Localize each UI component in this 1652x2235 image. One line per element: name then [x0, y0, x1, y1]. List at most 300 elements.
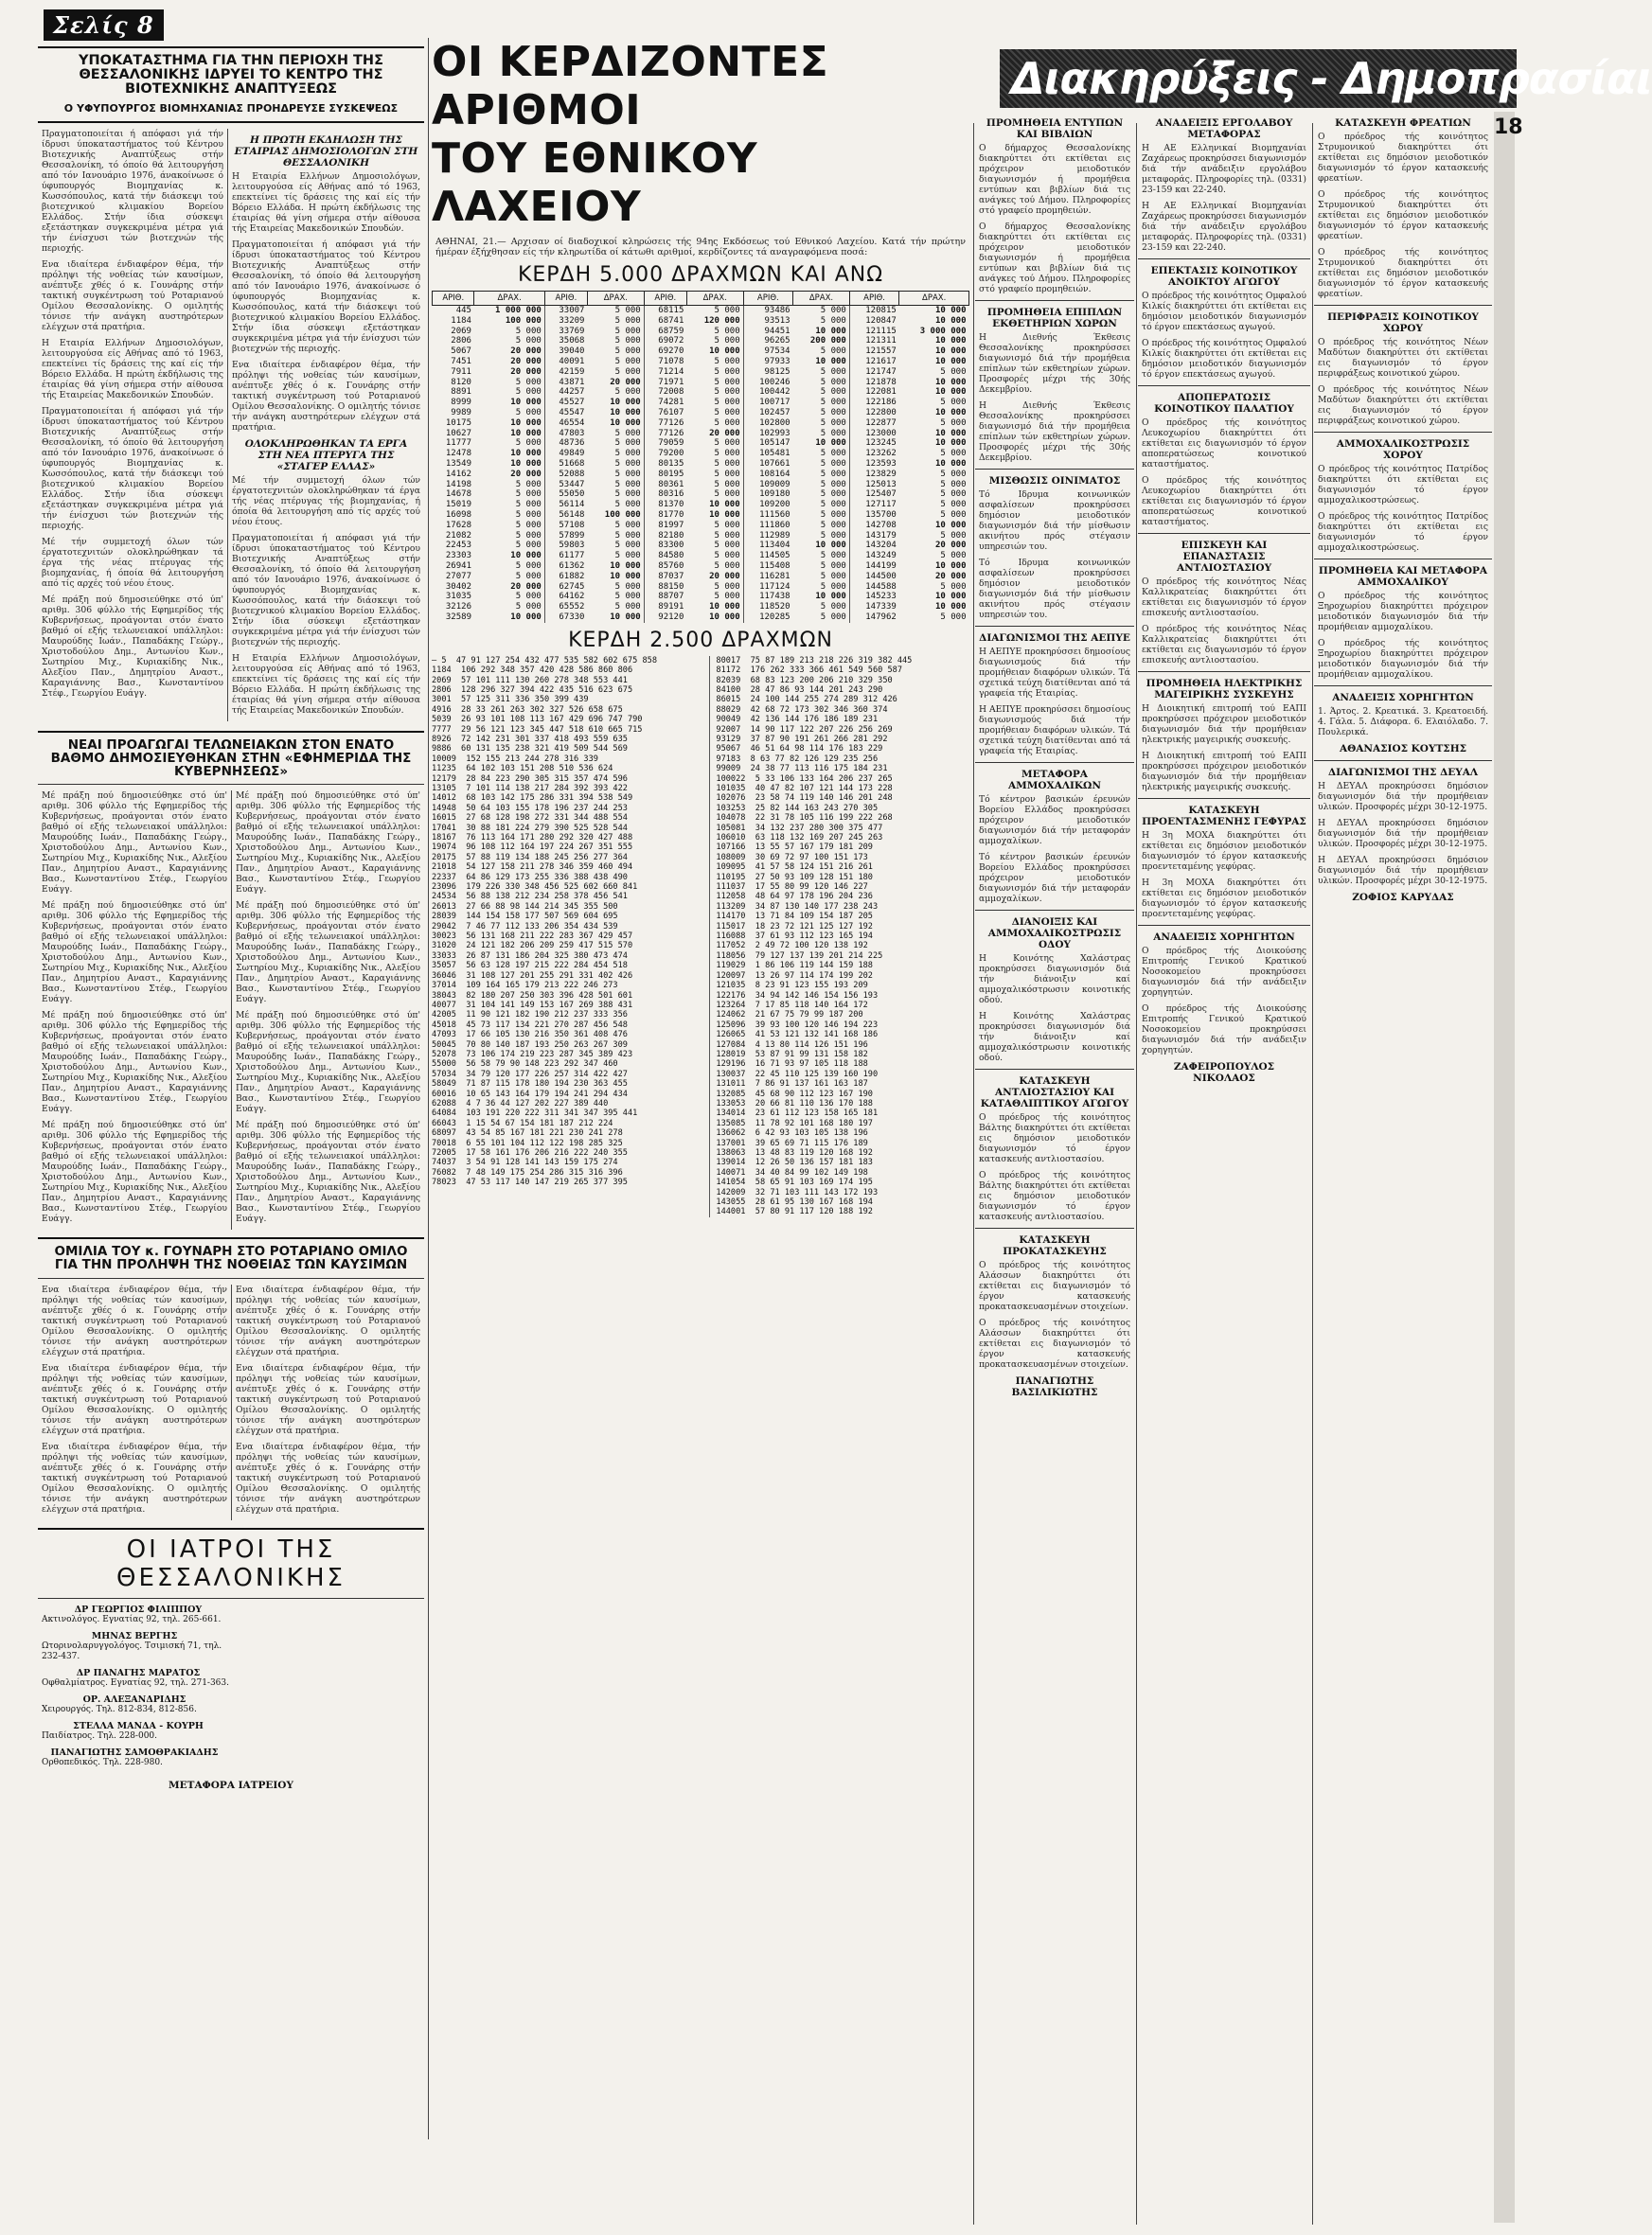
- lead-body-cont3: Πραγματοποιείται ή απόφασι γιά τήν ίδρυσι ύποκαταστήματος τού Κέντρου Βιοτεχνικής Αναπτύξεως στήν Θεσσαλονίκη, τό όποίο θά λειτουργήση από τόν Ιανουάριο 1976, άνακοίνωσε ό ύφυπουργός Βιομηχανίας κ. Κωσσόπουλος, κατά τήν διάσκεψι τού βιοτεχνικού κλιμακίου Βορείου Ελλάδος. Στήν ίδια σύσκεψι εξετάστηκαν συγκεκριμένα μέτρα γιά τήν ένίσχυσι τών βιοτεχνών τής περιοχής.: [42, 405, 223, 531]
- ticket-number-cell: 87037: [658, 571, 684, 581]
- side2-body-cont2: Η Εταιρία Ελλήνων Δημοσιολόγων, λειτουργούσα είς Αθήνας από τό 1963, επεκτείνει τίς δράσεις της καί είς τήν Βόρειο Ελλάδα. Η πρώτη έκδήλωσις της έταιρίας θά γίνη σήμερα στήν αίθουσα τής Εταιρείας Μακεδονικών Σπουδών.: [232, 652, 420, 716]
- table-row: [433, 336, 969, 346]
- notice-body: Ο πρόεδρος τής κοινότητος Πατρίδος διακηρύττει ότι εκτίθεται εις διαγωνισμόν τό έργον αμμοχαλικοστρώσεως.: [1318, 464, 1488, 506]
- ticket-number-cell: 81370: [658, 500, 684, 510]
- story2-body-cont2: Μέ πράξη πού δημοσιεύθηκε στό ύπ' αριθμ. 306 φύλλο τής Εφημερίδος τής Κυβερνήσεως, προάγονται στόν ένατο βαθμό οί εξής τελωνειακοί υπάλληλοι: Μαυρούδης Ιωάν., Παπαδάκης Γεώργ., Χριστοδούλου Δημ., Αντωνίου Κων., Σωτηρίου Μιχ., Κυριακίδης Νικ., Αλεξίου Παν., Δημητρίου Αναστ., Καραγιάννης Βασ., Κωνσταντίνου Στέφ., Γεωργίου Ευάγγ.: [42, 1010, 227, 1115]
- numbers-2500-col1: — 5 47 91 127 254 432 477 535 582 602 675 858 1184 106 292 348 357 420 428 586 860 806 2069 57 101 111 130 260 278 348 553 441 2806 128 296 327 394 422 435 516 623 675 3001 57 125 311 336 350 399 439 4916 28 33 261 263 302 327 526 658 675 5039 26 93 101 108 113 167 429 696 747 790 7777 29 56 121 123 345 447 518 610 665 715 8926 72 142 231 301 337 418 493 559 635 9886 60 131 135 238 321 419 509 544 569 10009 152 155 213 244 278 316 339 11235 64 102 103 151 208 510 536 624 12179 28 84 223 290 305 315 357 474 596 13105 7 101 114 138 217 284 392 393 422 14012 68 103 142 175 286 331 394 538 549 14948 50 64 103 155 178 196 237 244 253 16015 27 68 128 198 272 331 344 488 554 17041 30 88 181 224 279 390 525 528 544 18167 76 113 164 171 280 292 320 427 488 19074 96 108 112 164 197 224 267 351 555 20175 57 88 119 134 188 245 256 277 364 21018 54 127 158 211 278 346 359 460 494 22337 64 86 129 173 255 336 388 438 490 23096 179 226 330 348 456 525 602 660 841 24534 56 88 138 212 234 258 378 456 541 26013 27 66 88 98 144 214 345 355 500 28039 144 154 158 177 507 569 604 695 29042 7 46 77 112 133 206 354 434 539 30023 56 131 168 211 222 283 367 429 457 31020 24 121 182 206 209 259 417 515 570 33033 26 87 131 186 204 325 380 473 474 35057 56 63 128 197 215 222 284 454 518 36046 31 108 127 201 255 291 331 402 426 37014 109 164 165 179 213 222 246 273 38043 82 180 207 250 303 396 428 501 601 40077 31 104 141 149 153 167 269 388 431 42005 11 90 121 182 190 212 237 333 356 45018 45 73 117 134 221 270 287 456 548 47093 17 66 105 130 216 350 361 408 476 50045 70 80 140 187 193 250 263 267 309 52078 73 106 174 219 223 287 345 389 423 55000 56 58 79 90 148 223 292 347 460 57034 34 79 120 177 226 257 314 422 427 58049 71 87 115 178 180 194 230 363 455 60016 10 65 143 164 179 194 241 294 434 62088 4 7 36 44 127 202 227 389 440 64084 103 191 220 222 311 341 347 395 441 66043 1 15 54 67 154 181 187 212 224 68097 43 54 85 167 181 221 230 241 278 70018 6 55 101 104 112 122 198 285 325 72005 17 58 161 176 206 216 222 240 355 74037 3 54 91 128 141 143 159 175 274 76082 7 48 149 175 254 286 315 316 396 78023 47 53 117 140 147 219 265 377 395: [432, 655, 657, 1188]
- prize-amount-cell: 5 000: [474, 327, 544, 337]
- prize-amount-cell: 10 000: [587, 561, 644, 572]
- notice-heading: ΑΝΑΔΕΙΞΙΣ ΕΡΓΟΛΑΒΟΥ ΜΕΤΑΦΟΡΑΣ: [1155, 117, 1293, 140]
- ticket-number-cell: 59803: [559, 541, 585, 551]
- ticket-number-cell: 13549: [445, 458, 471, 469]
- notice-body: Η Κοινότης Χαλάστρας προκηρύσσει διαγωνισμόν διά τήν διάνοιξιν καί αμμοχαλικόστρωσιν κοινοτικής οδού.: [979, 953, 1130, 1005]
- notice-heading: ΠΡΟΜΗΘΕΙΑ ΗΛΕΚΤΡΙΚΗΣ ΜΑΓΕΙΡΙΚΗΣ ΣΥΣΚΕΥΗΣ: [1146, 678, 1303, 701]
- prize-amount-cell: 10 000: [474, 551, 544, 561]
- notice-body: Η Διοικητική επιτροπή τού ΕΑΠΙ προκηρύσσει πρόχειρον μειοδοτικόν διαγωνισμόν διά τήν προμήθειαν ηλεκτρικής μαγειρικής συσκευής.: [1142, 703, 1306, 745]
- prize-amount-cell: 5 000: [474, 592, 544, 602]
- section-5000-heading: ΚΕΡΔΗ 5.000 ΔΡΑΧΜΩΝ ΚΑΙ ΑΝΩ: [517, 263, 884, 287]
- prize-amount-cell: 10 000: [587, 408, 644, 418]
- divider: [1314, 760, 1492, 761]
- ticket-number-cell: 97933: [764, 356, 790, 366]
- ticket-number-cell: 108164: [759, 469, 790, 479]
- notice-body: Ο πρόεδρος τής κοινότητος Ομφαλού Κιλκίς διακηρύττει ότι εκτίθεται εις δημόσιον μειοδοτικόν διαγωνισμόν τό έργον επεκτάσεως αγωγού.: [1142, 338, 1306, 380]
- ticket-number-cell: 105147: [759, 438, 790, 449]
- ticket-number-cell: 23303: [445, 551, 471, 561]
- notice-body: Ο πρόεδρος τής κοινότητος Αλάσσων διακηρύττει ότι εκτίθεται εις διαγωνισμόν τό έργον κατασκευής προκατασκευασμένων στοιχείων.: [979, 1318, 1130, 1370]
- prize-amount-cell: 5 000: [793, 408, 850, 418]
- col-header-num: ΑΡΙΘ.: [743, 292, 792, 306]
- ticket-number-cell: 71971: [658, 377, 684, 387]
- notice-signature: ΖΟΦΙΟΣ ΚΑΡΥΔΑΣ: [1352, 892, 1454, 903]
- ticket-number-cell: 85760: [658, 560, 684, 571]
- doctors-footer: ΜΕΤΑΦΟΡΑ ΙΑΤΡΕΙΟΥ: [169, 1779, 293, 1791]
- prize-amount-cell: 5 000: [686, 582, 743, 593]
- prize-amount-cell: 10 000: [474, 398, 544, 408]
- prize-amount-cell: 5 000: [686, 357, 743, 367]
- ticket-number-cell: 7911: [451, 366, 471, 377]
- notice: [1314, 117, 1492, 299]
- ticket-number-cell: 142708: [865, 520, 897, 530]
- story2-headline: ΝΕΑΙ ΠΡΟΑΓΩΓΑΙ ΤΕΛΩΝΕΙΑΚΩΝ ΣΤΟΝ ΕΝΑΤΟ ΒΑΘΜΟ ΔΗΜΟΣΙΕΥΘΗΚΑΝ ΣΤΗΝ «ΕΦΗΜΕΡΙΔΑ ΤΗΣ ΚΥΒΕΡΝΗΣΕΩΣ»: [50, 736, 412, 779]
- ticket-number-cell: 11777: [445, 438, 471, 449]
- prize-amount-cell: 5 000: [686, 592, 743, 602]
- lead-body-cont2: Η Εταιρία Ελλήνων Δημοσιολόγων, λειτουργούσα είς Αθήνας από τό 1963, επεκτείνει τίς δράσεις της καί είς τήν Βόρειο Ελλάδα. Η πρώτη έκδήλωσις της έταιρίας θά γίνη σήμερα στήν αίθουσα τής Εταιρείας Μακεδονικών Σπουδών.: [42, 337, 223, 400]
- table-row: [433, 367, 969, 378]
- prize-amount-cell: 10 000: [934, 336, 967, 346]
- divider: [975, 626, 1134, 627]
- lottery-dateline: ΑΘΗΝΑΙ, 21.— Αρχισαν οί διαδοχικοί κληρώσεις τής 94ης Εκδόσεως τού Εθνικού Λαχείου. Κατά τήν πρώτην ήμέραν έξήχθησαν είς τήν κληρωτίδα οί κάτωθι αριθμοί, κερδίζοντες τά αναγραφόμενα ποσά:: [435, 237, 966, 257]
- ticket-number-cell: 81770: [658, 509, 684, 520]
- doctor-name: ΣΤΕΛΛΑ ΜΑΝΔΑ - ΚΟΥΡΗ: [73, 1720, 204, 1731]
- notice: [975, 307, 1134, 463]
- prize-amount-cell: 5 000: [587, 541, 644, 551]
- prize-amount-cell: 5 000: [686, 378, 743, 388]
- doctor-name: ΟΡ. ΑΛΕΞΑΝΔΡΙΔΗΣ: [82, 1694, 187, 1705]
- prize-amount-cell: 5 000: [940, 530, 967, 541]
- ticket-number-cell: 115408: [759, 560, 790, 571]
- notice: [975, 475, 1134, 620]
- prize-amount-cell: 5 000: [587, 346, 644, 357]
- prize-amount-cell: 20 000: [934, 541, 967, 551]
- notices-column-1: [975, 112, 1134, 2235]
- prize-amount-cell: 5 000: [587, 459, 644, 470]
- prize-amount-cell: 5 000: [474, 510, 544, 521]
- notice-body: Ο πρόεδρος τής κοινότητος Ξηροχωρίου διακηρύττει πρόχειρον μειοδοτικόν διαγωνισμόν διά τήν προμήθειαν αμμοχαλίκου.: [1318, 638, 1488, 680]
- doctor-info: Ωτορινολαρυγγολόγος. Τσιμισκή 71, τηλ. 232-437.: [42, 1641, 222, 1661]
- prize-amount-cell: 5 000: [686, 327, 743, 337]
- table-row: [433, 572, 969, 582]
- ticket-number-cell: 14198: [445, 479, 471, 489]
- ticket-number-cell: 81997: [658, 520, 684, 530]
- ticket-number-cell: 80316: [658, 489, 684, 500]
- prize-amount-cell: 20 000: [474, 582, 544, 593]
- ticket-number-cell: 8891: [451, 387, 471, 398]
- table-row: [433, 500, 969, 510]
- notice-body: Ο πρόεδρος τής Διοικούσης Επιτροπής Γενικού Κρατικού Νοσοκομείου προκηρύσσει διαγωνισμόν διά τήν ανάδειξιν χορηγητών.: [1142, 946, 1306, 998]
- notice-body: Η Κοινότης Χαλάστρας προκηρύσσει διαγωνισμόν διά τήν διάνοιξιν καί αμμοχαλικόστρωσιν κοινοτικής οδού.: [979, 1011, 1130, 1063]
- notice-body: Η ΔΕΥΑΛ προκηρύσσει δημόσιον διαγωνισμόν διά τήν προμήθειαν υλικών. Προσφορές μέχρι 30-12-1975.: [1318, 781, 1488, 812]
- prize-amount-cell: 5 000: [940, 551, 967, 561]
- prize-amount-cell: 10 000: [587, 572, 644, 582]
- prize-amount-cell: 5 000: [940, 489, 967, 500]
- prize-amount-cell: 5 000: [793, 480, 850, 490]
- prize-amount-cell: 5 000: [686, 531, 743, 541]
- ticket-number-cell: 125407: [865, 489, 897, 500]
- table-row: [433, 438, 969, 449]
- doctor-info: Χειρουργός. Τηλ. 812-834, 812-856.: [42, 1704, 197, 1714]
- prize-amount-cell: 10 000: [934, 592, 967, 602]
- ticket-number-cell: 57899: [559, 530, 585, 541]
- notice-body: Ο πρόεδρος τής κοινότητος Πατρίδος διακηρύττει ότι εκτίθεται εις διαγωνισμόν τό έργον αμμοχαλικοστρώσεως.: [1318, 511, 1488, 553]
- col-header-amt: ΔΡΑΧ.: [899, 292, 969, 306]
- ticket-number-cell: 68115: [658, 306, 684, 315]
- ticket-number-cell: 35068: [559, 336, 585, 346]
- side-body: Η Εταιρία Ελλήνων Δημοσιολόγων, λειτουργούσα είς Αθήνας από τό 1963, επεκτείνει τίς δράσεις της καί είς τήν Βόρειο Ελλάδα. Η πρώτη έκδήλωσις της έταιρίας θά γίνη σήμερα στήν αίθουσα τής Εταιρείας Μακεδονικών Σπουδών.: [232, 170, 420, 234]
- notice: [975, 1075, 1134, 1222]
- divider: [1138, 533, 1310, 534]
- notice-body: Ο πρόεδρος τής κοινότητος Αλάσσων διακηρύττει ότι εκτίθεται εις διαγωνισμόν τό έργον κατασκευής προκατασκευασμένων στοιχείων.: [979, 1260, 1130, 1312]
- ticket-number-cell: 143204: [865, 541, 897, 551]
- prize-amount-cell: 5 000: [587, 489, 644, 500]
- divider: [1138, 385, 1310, 386]
- notice-body: Ο πρόεδρος τής κοινότητος Ομφαλού Κιλκίς διακηρύττει ότι εκτίθεται εις δημόσιον μειοδοτικόν διαγωνισμόν τό έργον επεκτάσεως αγωγού.: [1142, 291, 1306, 332]
- doctors-headline: ΟΙ ΙΑΤΡΟΙ ΤΗΣ ΘΕΣΣΑΛΟΝΙΚΗΣ: [116, 1534, 346, 1592]
- notice-heading: ΜΕΤΑΦΟΡΑ ΑΜΜΟΧΑΛΙΚΩΝ: [1008, 769, 1101, 791]
- notice-body: Ο πρόεδρος τής κοινότητος Λευκοχωρίου διακηρύττει ότι εκτίθεται εις διαγωνισμόν τό έργον αποπερατώσεως κοινοτικού καταστήματος.: [1142, 475, 1306, 527]
- prize-amount-cell: 5 000: [587, 470, 644, 480]
- ticket-number-cell: 67330: [559, 612, 585, 622]
- ticket-number-cell: 111560: [759, 509, 790, 520]
- prize-amount-cell: 5 000: [686, 408, 743, 418]
- col-header-num: ΑΡΙΘ.: [544, 292, 587, 306]
- notice-body: Ο πρόεδρος τής κοινότητος Λευκοχωρίου διακηρύττει ότι εκτίθεται εις διαγωνισμόν τό έργον αποπερατώσεως κοινοτικού καταστήματος.: [1142, 417, 1306, 470]
- ticket-number-cell: 61362: [559, 560, 585, 571]
- prize-amount-cell: 10 000: [474, 612, 544, 623]
- ticket-number-cell: 49849: [559, 449, 585, 459]
- ticket-number-cell: 120285: [759, 612, 790, 622]
- ticket-number-cell: 65552: [559, 602, 585, 612]
- section-2500-block: [432, 656, 969, 1217]
- ticket-number-cell: 7451: [451, 356, 471, 366]
- prize-amount-cell: 5 000: [793, 418, 850, 429]
- story2-block: [38, 790, 424, 1230]
- ticket-number-cell: 80195: [658, 469, 684, 479]
- ticket-number-cell: 112989: [759, 530, 790, 541]
- notice-signature: ΖΑΦΕΙΡΟΠΟΥΛΟΣ ΝΙΚΟΛΑΟΣ: [1173, 1061, 1275, 1084]
- notice-body: Η Διεθνής Έκθεσις Θεσσαλονίκης προκηρύσσει διαγωνισμό διά τήν προμήθεια επίπλων τών εκθετηρίων χώρων. Προσφορές μέχρι τής 30ής Δεκεμβρίου.: [979, 332, 1130, 395]
- notice-body: Ο πρόεδρος τής κοινότητος Ξηροχωρίου διακηρύττει πρόχειρον μειοδοτικόν διαγωνισμόν διά τήν προμήθειαν αμμοχαλίκου.: [1318, 591, 1488, 632]
- prize-amount-cell: 100 000: [587, 510, 644, 521]
- prize-amount-cell: 10 000: [587, 398, 644, 408]
- prize-amount-cell: 10 000: [686, 500, 743, 510]
- prize-amount-cell: 5 000: [793, 429, 850, 439]
- notice: [1314, 692, 1492, 737]
- ticket-number-cell: 121115: [865, 326, 897, 336]
- prize-amount-cell: 5 000: [686, 306, 743, 316]
- prize-amount-cell: 10 000: [934, 428, 967, 438]
- doctor-info: Οφθαλμίατρος. Εγνατίας 92, τηλ. 271-363.: [42, 1677, 229, 1688]
- table-row: [433, 429, 969, 439]
- column-rule: [428, 38, 429, 2139]
- prize-amount-cell: 10 000: [934, 438, 967, 449]
- ticket-number-cell: 2069: [451, 326, 471, 336]
- side2-headline: ΟΛΟΚΛΗΡΩΘΗΚΑΝ ΤΑ ΕΡΓΑ ΣΤΗ ΝΕΑ ΠΤΕΡΥΓΑ ΤΗΣ «ΣΤΑΓΕΡ ΕΛΛΑΣ»: [244, 437, 408, 472]
- ticket-number-cell: 47803: [559, 428, 585, 438]
- notice: [1314, 311, 1492, 426]
- story3-body-col2b: Ενα ιδιαίτερα ένδιαφέρον θέμα, τήν πρόληψι τής νοθείας τών καυσίμων, ανέπτυξε χθές ό κ. Γουνάρης στήν τακτική συγκέντρωση τού Ροταριανού Ομίλου Θεσσαλονίκης. Ο ομιλητής τόνισε τήν ανάγκη αυστηρότερων ελέγχων στά πρατήρια.: [236, 1362, 420, 1436]
- prize-amount-cell: 5 000: [793, 346, 850, 357]
- table-row: [433, 592, 969, 602]
- ticket-number-cell: 77126: [658, 428, 684, 438]
- ticket-number-cell: 123593: [865, 458, 897, 469]
- ticket-number-cell: 109180: [759, 489, 790, 500]
- lottery-table-body: [433, 306, 969, 623]
- ticket-number-cell: 143249: [865, 551, 897, 561]
- notice-body: Ο πρόεδρος τής κοινότητος Στρυμονικού διακηρύττει ότι εκτίθεται εις δημόσιον μειοδοτικόν διαγωνισμόν τό έργον κατασκευής φρεατίων.: [1318, 132, 1488, 184]
- ticket-number-cell: 55050: [559, 489, 585, 500]
- ticket-number-cell: 123000: [865, 428, 897, 438]
- prize-amount-cell: 5 000: [940, 469, 967, 479]
- table-row: [433, 408, 969, 418]
- notice-body: Η Διεθνής Έκθεσις Θεσσαλονίκης προκηρύσσει διαγωνισμό διά τήν προμήθεια επίπλων τών εκθετηρίων χώρων. Προσφορές μέχρι τής 30ής Δεκεμβρίου.: [979, 400, 1130, 463]
- notice-body: Ο δήμαρχος Θεσσαλονίκης διακηρύττει ότι εκτίθεται εις πρόχειρον μειοδοτικόν διαγωνισμόν ή προμήθεια εντύπων και βιβλίων διά τις ανάγκες τού Δήμου. Πληροφορίες στό γραφείο προμηθειών.: [979, 222, 1130, 294]
- lead-body-cont4: Μέ τήν συμμετοχή όλων τών έργατοτεχνιτών ολοκληρώθηκαν τά έργα τής νέας πτέρυγας τής βιομηχανίας, ή όποία θά λειτουργήση από τίς αρχές τού νέου έτους.: [42, 536, 223, 589]
- ticket-number-cell: 72008: [658, 387, 684, 398]
- prize-amount-cell: 5 000: [587, 327, 644, 337]
- ticket-number-cell: 116281: [759, 571, 790, 581]
- ticket-number-cell: 123262: [865, 449, 897, 459]
- divider: [975, 300, 1134, 301]
- notices-column-2: [1138, 112, 1310, 2235]
- ticket-number-cell: 88707: [658, 592, 684, 602]
- notice-heading: ΕΠΕΚΤΑΣΙΣ ΚΟΙΝΟΤΙΚΟΥ ΑΝΟΙΚΤΟΥ ΑΓΩΓΟΥ: [1150, 265, 1298, 288]
- notice-body: Η Διοικητική επιτροπή τού ΕΑΠΙ προκηρύσσει πρόχειρον μειοδοτικόν διαγωνισμόν διά τήν προμήθειαν ηλεκτρικής μαγειρικής συσκευής.: [1142, 751, 1306, 792]
- story3-body-col2c: Ενα ιδιαίτερα ένδιαφέρον θέμα, τήν πρόληψι τής νοθείας τών καυσίμων, ανέπτυξε χθές ό κ. Γουνάρης στήν τακτική συγκέντρωση τού Ροταριανού Ομίλου Θεσσαλονίκης. Ο ομιλητής τόνισε τήν ανάγκη αυστηρότερων ελέγχων στά πρατήρια.: [236, 1441, 420, 1515]
- ticket-number-cell: 31035: [445, 592, 471, 602]
- ticket-number-cell: 39040: [559, 346, 585, 357]
- table-row: [433, 316, 969, 327]
- prize-amount-cell: 5 000: [587, 316, 644, 327]
- prize-amount-cell: 10 000: [934, 602, 967, 612]
- table-row: [433, 346, 969, 357]
- doctor-name: ΔΡ ΠΑΝΑΓΗΣ ΜΑΡΑΤΟΣ: [76, 1667, 201, 1678]
- notice-body: Τό Ιδρυμα κοινωνικών ασφαλίσεων προκηρύσσει δημόσιον μειοδοτικόν διαγωνισμόν διά τήν μίσθωσιν ακινήτου πρός στέγασιν υπηρεσιών του.: [979, 489, 1130, 552]
- ticket-number-cell: 68741: [658, 315, 684, 326]
- doctor-entry: [42, 1694, 227, 1715]
- story3-body: Ενα ιδιαίτερα ένδιαφέρον θέμα, τήν πρόληψι τής νοθείας τών καυσίμων, ανέπτυξε χθές ό κ. Γουνάρης στήν τακτική συγκέντρωση τού Ροταριανού Ομίλου Θεσσαλονίκης. Ο ομιλητής τόνισε τήν ανάγκη αυστηρότερων ελέγχων στά πρατήρια.: [42, 1284, 227, 1357]
- notice-heading: ΚΑΤΑΣΚΕΥΗ ΠΡΟΚΑΤΑΣΚΕΥΗΣ: [1003, 1234, 1107, 1257]
- notice-body: Η 3η ΜΟΧΑ διακηρύττει ότι εκτίθεται εις δημόσιον μειοδοτικόν διαγωνισμόν τό έργον κατασκευής προεντεταμένης γεφύρας.: [1142, 830, 1306, 872]
- notice: [1314, 565, 1492, 680]
- prize-amount-cell: 5 000: [793, 572, 850, 582]
- table-row: [433, 602, 969, 612]
- ticket-number-cell: 120815: [865, 306, 897, 315]
- prize-amount-cell: 5 000: [686, 438, 743, 449]
- notice-body: Η ΔΕΥΑΛ προκηρύσσει δημόσιον διαγωνισμόν διά τήν προμήθειαν υλικών. Προσφορές μέχρι 30-12-1975.: [1318, 818, 1488, 849]
- prize-amount-cell: 5 000: [587, 357, 644, 367]
- notice-heading: ΠΕΡΙΦΡΑΞΙΣ ΚΟΙΝΟΤΙΚΟΥ ΧΩΡΟΥ: [1327, 311, 1479, 334]
- prize-amount-cell: 5 000: [474, 500, 544, 510]
- prize-amount-cell: 5 000: [587, 531, 644, 541]
- lead-subhead: Ο ΥΦΥΠΟΥΡΓΟΣ ΒΙΟΜΗΧΑΝΙΑΣ ΠΡΟΗΔΡΕΥΣΕ ΣΥΣΚΕΨΕΩΣ: [63, 101, 399, 115]
- ticket-number-cell: 22453: [445, 541, 471, 551]
- ticket-number-cell: 8999: [451, 398, 471, 408]
- table-row: [433, 480, 969, 490]
- doctor-entry: [42, 1747, 227, 1768]
- divider: [38, 784, 424, 785]
- ticket-number-cell: 77126: [658, 417, 684, 428]
- notice-body: Τό κέντρον βασικών έρευνών Βορείου Ελλάδος προκηρύσσει πρόχειρον μειοδοτικόν διαγωνισμόν διά τήν μεταφοράν αμμοχαλίκων.: [979, 852, 1130, 904]
- ticket-number-cell: 17628: [445, 520, 471, 530]
- notice-signature: ΠΑΝΑΓΙΩΤΗΣ ΒΑΣΙΛΙΚΙΩΤΗΣ: [1011, 1375, 1098, 1398]
- divider: [975, 910, 1134, 911]
- story3-block: [38, 1285, 424, 1520]
- lead-story: [38, 129, 227, 721]
- ticket-number-cell: 71214: [658, 366, 684, 377]
- story2-body-col2b: Μέ πράξη πού δημοσιεύθηκε στό ύπ' αριθμ. 306 φύλλο τής Εφημερίδος τής Κυβερνήσεως, προάγονται στόν ένατο βαθμό οί εξής τελωνειακοί υπάλληλοι: Μαυρούδης Ιωάν., Παπαδάκης Γεώργ., Χριστοδούλου Δημ., Αντωνίου Κων., Σωτηρίου Μιχ., Κυριακίδης Νικ., Αλεξίου Παν., Δημητρίου Αναστ., Καραγιάννης Βασ., Κωνσταντίνου Στέφ., Γεωργίου Ευάγγ.: [236, 900, 420, 1005]
- prize-amount-cell: 5 000: [686, 521, 743, 531]
- prize-amount-cell: 10 000: [474, 429, 544, 439]
- prize-amount-cell: 10 000: [934, 560, 967, 571]
- notice-heading: ΚΑΤΑΣΚΕΥΗ ΑΝΤΛΙΟΣΤΑΣΙΟΥ ΚΑΙ ΚΑΤΑΘΛΙΠΤΙΚΟΥ ΑΓΩΓΟΥ: [980, 1075, 1129, 1109]
- doctor-name: ΠΑΝΑΓΙΩΤΗΣ ΣΑΜΟΘΡΑΚΙΑΔΗΣ: [50, 1747, 219, 1758]
- prize-amount-cell: 5 000: [474, 378, 544, 388]
- prize-amount-cell: 5 000: [686, 398, 743, 408]
- notice-heading: ΜΙΣΘΩΣΙΣ ΟΙΝΙΜΑΤΟΣ: [988, 475, 1121, 487]
- notice-heading: ΑΝΑΔΕΙΞΙΣ ΧΟΡΗΓΗΤΩΝ: [1332, 692, 1474, 703]
- notice-body: Ο πρόεδρος τής κοινότητος Νέων Μαδύτων διακηρύττει ότι εκτίθεται εις διαγωνισμόν τό έργον περιφράξεως κοινοτικού χώρου.: [1318, 384, 1488, 426]
- table-row: [433, 521, 969, 531]
- ticket-number-cell: 15019: [445, 500, 471, 510]
- ticket-number-cell: 56148: [559, 509, 585, 520]
- prize-amount-cell: 10 000: [474, 449, 544, 459]
- notice-body: Ο πρόεδρος τής Διοικούσης Επιτροπής Γενικού Κρατικού Νοσοκομείου προκηρύσσει διαγωνισμόν διά τήν ανάδειξιν χορηγητών.: [1142, 1003, 1306, 1055]
- ticket-number-cell: 102457: [759, 407, 790, 417]
- divider: [1314, 432, 1492, 433]
- announcements-banner-text: Διακηρύξεις - Δημοπρασίαι: [1011, 53, 1652, 104]
- notice-heading: ΑΜΜΟΧΑΛΙΚΟΣΤΡΩΣΙΣ ΧΟΡΟΥ: [1336, 438, 1470, 461]
- ticket-number-cell: 16098: [445, 509, 471, 520]
- col-header-amt: ΔΡΑΧ.: [587, 292, 644, 306]
- prize-amount-cell: 5 000: [474, 336, 544, 346]
- prize-amount-cell: 5 000: [686, 489, 743, 500]
- lottery-section: [432, 38, 969, 2235]
- column-rule: [1312, 123, 1313, 2225]
- prize-amount-cell: 5 000: [474, 408, 544, 418]
- table-row: [433, 510, 969, 521]
- prize-amount-cell: 5 000: [474, 561, 544, 572]
- prize-amount-cell: 5 000: [474, 489, 544, 500]
- divider: [1314, 305, 1492, 306]
- prize-amount-cell: 120 000: [686, 316, 743, 327]
- ticket-number-cell: 102800: [759, 417, 790, 428]
- prize-amount-cell: 5 000: [587, 480, 644, 490]
- notice-body: Η ΑΕΠΥΕ προκηρύσσει δημοσίους διαγωνισμούς διά τήν προμήθειαν διαφόρων υλικών. Τά σχετικά τεύχη διατίθενται από τά γραφεία τής Εταιρίας.: [979, 647, 1130, 699]
- prize-amount-cell: 5 000: [793, 316, 850, 327]
- ticket-number-cell: 5067: [451, 346, 471, 357]
- prize-amount-cell: 5 000: [474, 387, 544, 398]
- ticket-number-cell: 2806: [451, 336, 471, 346]
- ticket-number-cell: 80135: [658, 458, 684, 469]
- prize-amount-cell: 5 000: [686, 418, 743, 429]
- notice-body: Η ΔΕΥΑΛ προκηρύσσει δημόσιον διαγωνισμόν διά τήν προμήθειαν υλικών. Προσφορές μέχρι 30-12-1975.: [1318, 855, 1488, 886]
- ticket-number-cell: 61882: [559, 571, 585, 581]
- ticket-number-cell: 96265: [764, 336, 790, 346]
- ticket-number-cell: 64162: [559, 592, 585, 602]
- ticket-number-cell: 121617: [865, 356, 897, 366]
- doctor-entry: [42, 1605, 235, 1625]
- ticket-number-cell: 145233: [865, 592, 897, 602]
- prize-amount-cell: 5 000: [686, 459, 743, 470]
- ticket-number-cell: 147962: [865, 612, 897, 622]
- col-header-num: ΑΡΙΘ.: [644, 292, 686, 306]
- notice-body: Ο πρόεδρος τής κοινότητος Νέας Καλλικρατείας διακηρύττει ότι εκτίθεται εις διαγωνισμόν τό έργον επισκευής αντλιοστασίου.: [1142, 624, 1306, 665]
- prize-amount-cell: 3 000 000: [919, 326, 967, 336]
- prize-amount-cell: 10 000: [686, 346, 743, 357]
- prize-amount-cell: 10 000: [793, 357, 850, 367]
- side-body-cont: Πραγματοποιείται ή απόφασι γιά τήν ίδρυσι ύποκαταστήματος τού Κέντρου Βιοτεχνικής Αναπτύξεως στήν Θεσσαλονίκη, τό όποίο θά λειτουργήση από τόν Ιανουάριο 1976, άνακοίνωσε ό ύφυπουργός Βιομηχανίας κ. Κωσσόπουλος, κατά τήν διάσκεψι τού βιοτεχνικού κλιμακίου Βορείου Ελλάδος. Στήν ίδια σύσκεψι εξετάστηκαν συγκεκριμένα μέτρα γιά τήν ένίσχυσι τών βιοτεχνών τής περιοχής.: [232, 239, 420, 354]
- prize-amount-cell: 5 000: [587, 602, 644, 612]
- divider: [38, 46, 424, 48]
- ticket-number-cell: 122081: [865, 387, 897, 398]
- ticket-number-cell: 44257: [559, 387, 585, 398]
- prize-amount-cell: 10 000: [587, 418, 644, 429]
- ticket-number-cell: 40091: [559, 356, 585, 366]
- edge-number: 18: [1494, 115, 1523, 139]
- prize-amount-cell: 20 000: [474, 470, 544, 480]
- table-row: [433, 470, 969, 480]
- ticket-number-cell: 94451: [764, 326, 790, 336]
- divider: [38, 121, 424, 123]
- notice-heading: ΠΡΟΜΗΘΕΙΑ ΕΝΤΥΠΩΝ ΚΑΙ ΒΙΒΛΙΩΝ: [986, 117, 1124, 140]
- table-row: [433, 459, 969, 470]
- notices-column-3: [1314, 112, 1492, 2235]
- lead-body: Πραγματοποιείται ή απόφασι γιά τήν ίδρυσι ύποκαταστήματος τού Κέντρου Βιοτεχνικής Αναπτύξεως στήν Θεσσαλονίκη, τό όποίο θά λειτουργήση από τόν Ιανουάριο 1976, άνακοίνωσε ό ύφυπουργός Βιομηχανίας κ. Κωσσόπουλος, κατά τήν διάσκεψι τού βιοτεχνικού κλιμακίου Βορείου Ελλάδος. Στήν ίδια σύσκεψι εξετάστηκαν συγκεκριμένα μέτρα γιά τήν ένίσχυσι τών βιοτεχνών τής περιοχής.: [42, 128, 223, 254]
- prize-amount-cell: 5 000: [793, 367, 850, 378]
- table-row: [433, 378, 969, 388]
- divider: [975, 762, 1134, 763]
- lottery-title-line1: ΟΙ ΚΕΡΔΙΖΟΝΤΕΣ ΑΡΙΘΜΟΙ: [432, 38, 829, 134]
- prize-amount-cell: 5 000: [587, 521, 644, 531]
- prize-amount-cell: 5 000: [686, 470, 743, 480]
- notice: [975, 769, 1134, 904]
- ticket-number-cell: 113404: [759, 541, 790, 551]
- story3-headline: ΟΜΙΛΙΑ ΤΟΥ κ. ΓΟΥΝΑΡΗ ΣΤΟ ΡΟΤΑΡΙΑΝΟ ΟΜΙΛΟ ΓΙΑ ΤΗΝ ΠΡΟΛΗΨΗ ΤΗΣ ΝΟΘΕΙΑΣ ΤΩΝ ΚΑΥΣΙΜΩΝ: [54, 1244, 408, 1273]
- table-row: [433, 541, 969, 551]
- ticket-number-cell: 8120: [451, 377, 471, 387]
- prize-amount-cell: 5 000: [587, 387, 644, 398]
- prize-amount-cell: 5 000: [793, 551, 850, 561]
- notice: [975, 1234, 1134, 1370]
- ticket-number-cell: 445: [455, 306, 471, 315]
- table-row: [433, 418, 969, 429]
- lead-body-cont5: Μέ πράξη πού δημοσιεύθηκε στό ύπ' αριθμ. 306 φύλλο τής Εφημερίδος τής Κυβερνήσεως, προάγονται στόν ένατο βαθμό οί εξής τελωνειακοί υπάλληλοι: Μαυρούδης Ιωάν., Παπαδάκης Γεώργ., Χριστοδούλου Δημ., Αντωνίου Κων., Σωτηρίου Μιχ., Κυριακίδης Νικ., Αλεξίου Παν., Δημητρίου Αναστ., Καραγιάννης Βασ., Κωνσταντίνου Στέφ., Γεωργίου Ευάγγ.: [42, 594, 223, 699]
- doctor-entry: [42, 1721, 235, 1742]
- ticket-number-cell: 68759: [658, 326, 684, 336]
- prize-amount-cell: 5 000: [793, 531, 850, 541]
- prize-amount-cell: 5 000: [686, 387, 743, 398]
- prize-amount-cell: 10 000: [686, 602, 743, 612]
- divider: [1138, 798, 1310, 799]
- prize-amount-cell: 100 000: [474, 316, 544, 327]
- ticket-number-cell: 52088: [559, 469, 585, 479]
- column-rule: [1136, 123, 1137, 2225]
- ticket-number-cell: 10627: [445, 428, 471, 438]
- prize-amount-cell: 10 000: [474, 418, 544, 429]
- prize-amount-cell: 5 000: [686, 336, 743, 346]
- notice-heading: ΕΠΙΣΚΕΥΗ ΚΑΙ ΕΠΑΝΑΣΤΑΣΙΣ ΑΝΤΛΙΟΣΤΑΣΙΟΥ: [1176, 540, 1272, 574]
- divider: [1138, 671, 1310, 672]
